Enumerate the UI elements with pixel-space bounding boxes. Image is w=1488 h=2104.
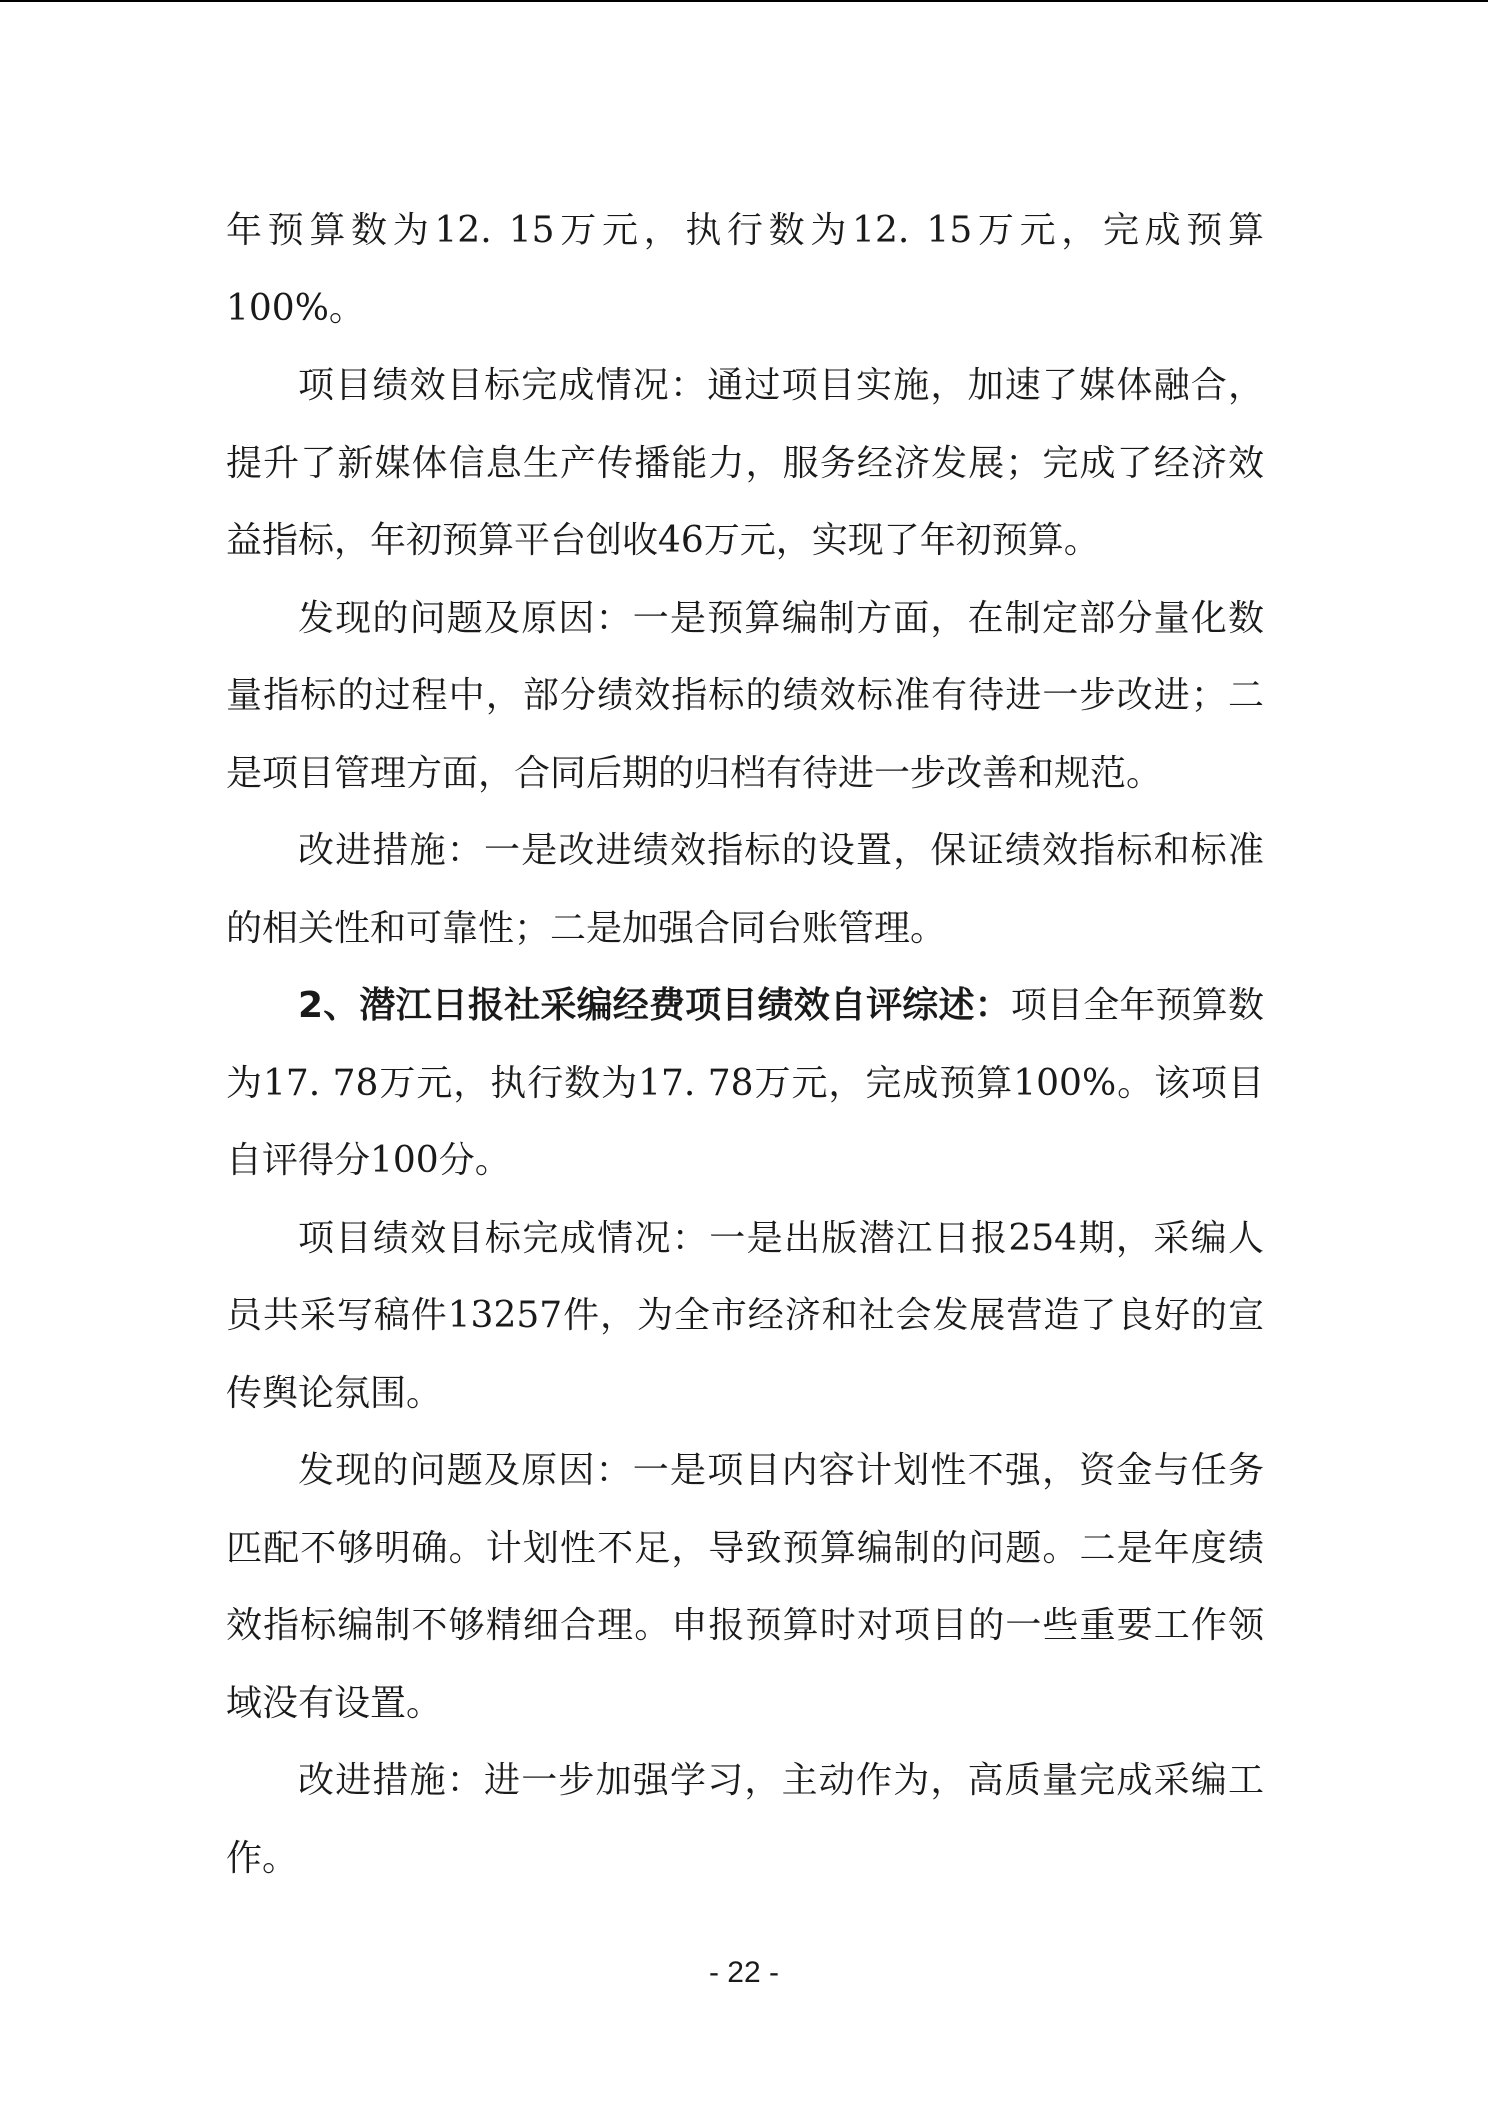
paragraph-text: 发现的问题及原因：一是项目内容计划性不强，资金与任务匹配不够明确。计划性不足，导致预算编制的问题。二是年度绩效指标编制不够精细合理。申报预算时对项目的一些重要工作领域没有设置。 [226, 1450, 1264, 1724]
paragraph-text: 改进措施：一是改进绩效指标的设置，保证绩效指标和标准的相关性和可靠性；二是加强合同台账管理。 [226, 830, 1264, 949]
paragraph-improvements-1 [226, 812, 1264, 967]
paragraph-performance-goal-1 [226, 347, 1264, 580]
paragraph-problems-1 [226, 580, 1264, 813]
paragraph-text: 项目全年预算数为17. 78万元，执行数为17. 78万元，完成预算100%。该项目自评得分100分。 [226, 985, 1264, 1181]
section-heading: 2、潜江日报社采编经费项目绩效自评综述： [298, 985, 1011, 1026]
paragraph-text: 项目绩效目标完成情况：通过项目实施，加速了媒体融合，提升了新媒体信息生产传播能力，服务经济发展；完成了经济效益指标，年初预算平台创收46万元，实现了年初预算。 [226, 365, 1264, 561]
document-body [226, 192, 1264, 1897]
paragraph-problems-2 [226, 1432, 1264, 1742]
page-number: - 22 - [708, 1956, 780, 1989]
paragraph-text: 发现的问题及原因：一是预算编制方面，在制定部分量化数量指标的过程中，部分绩效指标的绩效标准有待进一步改进；二是项目管理方面，合同后期的归档有待进一步改善和规范。 [226, 597, 1264, 794]
paragraph-improvements-2 [226, 1742, 1264, 1897]
paragraph-text: 年预算数为12. 15万元，执行数为12. 15万元，完成预算100%。 [226, 210, 1264, 329]
top-border-line [0, 0, 1488, 2]
paragraph-text: 改进措施：进一步加强学习，主动作为，高质量完成采编工作。 [226, 1760, 1264, 1879]
paragraph-performance-goal-2 [226, 1200, 1264, 1433]
paragraph-section-2-summary [226, 967, 1264, 1200]
paragraph-budget-continuation [226, 192, 1264, 347]
paragraph-text: 项目绩效目标完成情况：一是出版潜江日报254期，采编人员共采写稿件13257件，为全市经济和社会发展营造了良好的宣传舆论氛围。 [226, 1217, 1264, 1414]
